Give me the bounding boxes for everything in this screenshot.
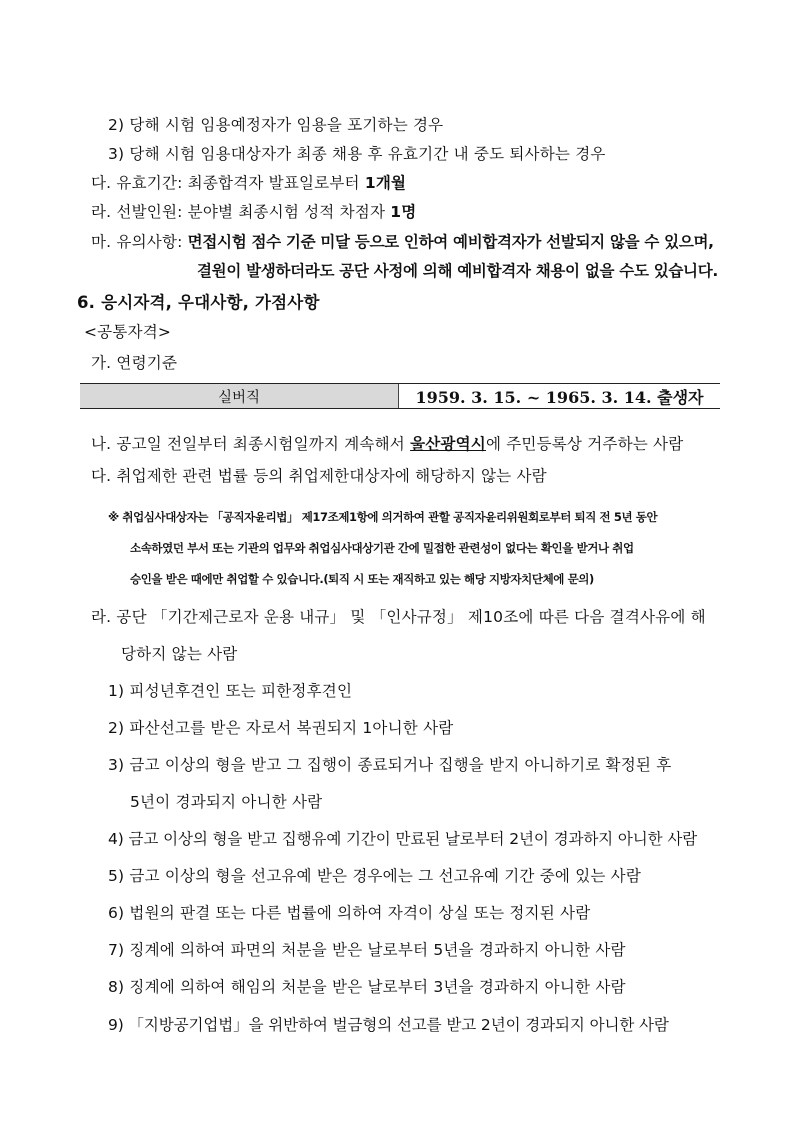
disq-item-3: 3) 금고 이상의 형을 받고 그 집행이 종료되거나 집행을 받지 아니하기로 확정된 후 [108, 756, 672, 774]
residency-post: 에 주민등록상 거주하는 사람 [485, 435, 684, 453]
item-2-forfeit: 2) 당해 시험 임용예정자가 임용을 포기하는 경우 [108, 116, 444, 134]
caution-text-cont: 결원이 발생하더라도 공단 사정에 의해 예비합격자 채용이 없을 수도 있습니다. [197, 262, 718, 280]
disqualification-intro-cont: 당하지 않는 사람 [121, 645, 238, 663]
disq-item-3-cont: 5년이 경과되지 아니한 사람 [130, 793, 323, 811]
validity-period-label: 다. 유효기간: 최종합격자 발표일로부터 [91, 174, 365, 192]
age-table-label: 실버직 [80, 384, 399, 408]
item-3-resign: 3) 당해 시험 임용대상자가 최종 채용 후 유효기간 내 중도 퇴사하는 경우 [108, 145, 606, 163]
disq-item-4: 4) 금고 이상의 형을 받고 집행유예 기간이 만료된 날로부터 2년이 경과하지 아니한 사람 [108, 830, 698, 848]
employment-restriction: 다. 취업제한 관련 법률 등의 취업제한대상자에 해당하지 않는 사람 [91, 467, 547, 485]
selection-count-value: 1명 [390, 203, 417, 221]
age-table-value: 1959. 3. 15. ~ 1965. 3. 14. 출생자 [415, 387, 704, 407]
residency-pre: 나. 공고일 전일부터 최종시험일까지 계속해서 [91, 435, 411, 453]
disq-item-5: 5) 금고 이상의 형을 선고유예 받은 경우에는 그 선고유예 기간 중에 있는 사람 [108, 867, 642, 885]
validity-period [91, 171, 406, 193]
disq-item-7: 7) 징계에 의하여 파면의 처분을 받은 날로부터 5년을 경과하지 아니한 사람 [108, 941, 626, 959]
caution-label: 마. 유의사항: [91, 233, 188, 251]
note-line-3: 승인을 받은 때에만 취업할 수 있습니다.(퇴직 시 또는 재직하고 있는 해당 지방자치단체에 문의) [130, 572, 594, 586]
note-line-1: ※ 취업심사대상자는 「공직자윤리법」 제17조제1항에 의거하여 관할 공직자윤리위원회로부터 퇴직 전 5년 동안 [108, 510, 658, 524]
note-line-2: 소속하였던 부서 또는 기관의 업무와 취업심사대상기관 간에 밀접한 관련성이 없다는 확인을 받거나 취업 [130, 541, 634, 555]
selection-count-label: 라. 선발인원: 분야별 최종시험 성적 차점자 [91, 203, 391, 221]
section-6-heading: 6. 응시자격, 우대사항, 가점사항 [77, 293, 320, 312]
caution-text: 면접시험 점수 기준 미달 등으로 인하여 예비합격자가 선발되지 않을 수 있으며, [187, 233, 714, 251]
disqualification-intro: 라. 공단 「기간제근로자 운용 내규」 및 「인사규정」 제10조에 따른 다음 결격사유에 해 [91, 608, 706, 626]
residency-city: 울산광역시 [410, 435, 486, 453]
selection-count [91, 200, 416, 222]
age-criteria-label: 가. 연령기준 [91, 354, 178, 372]
validity-period-value: 1개월 [364, 174, 407, 192]
common-qualification-heading: <공통자격> [84, 323, 172, 341]
age-table [80, 383, 720, 409]
disq-item-8: 8) 징계에 의하여 해임의 처분을 받은 날로부터 3년을 경과하지 아니한 사람 [108, 978, 626, 996]
disq-item-6: 6) 법원의 판결 또는 다른 법률에 의하여 자격이 상실 또는 정지된 사람 [108, 904, 591, 922]
residency-requirement [91, 432, 683, 454]
disq-item-2: 2) 파산선고를 받은 자로서 복권되지 1아니한 사람 [108, 719, 454, 737]
disq-item-1: 1) 피성년후견인 또는 피한정후견인 [108, 682, 353, 700]
disq-item-9: 9) 「지방공기업법」을 위반하여 벌금형의 선고를 받고 2년이 경과되지 아니한 사람 [108, 1016, 669, 1034]
caution [91, 230, 714, 252]
